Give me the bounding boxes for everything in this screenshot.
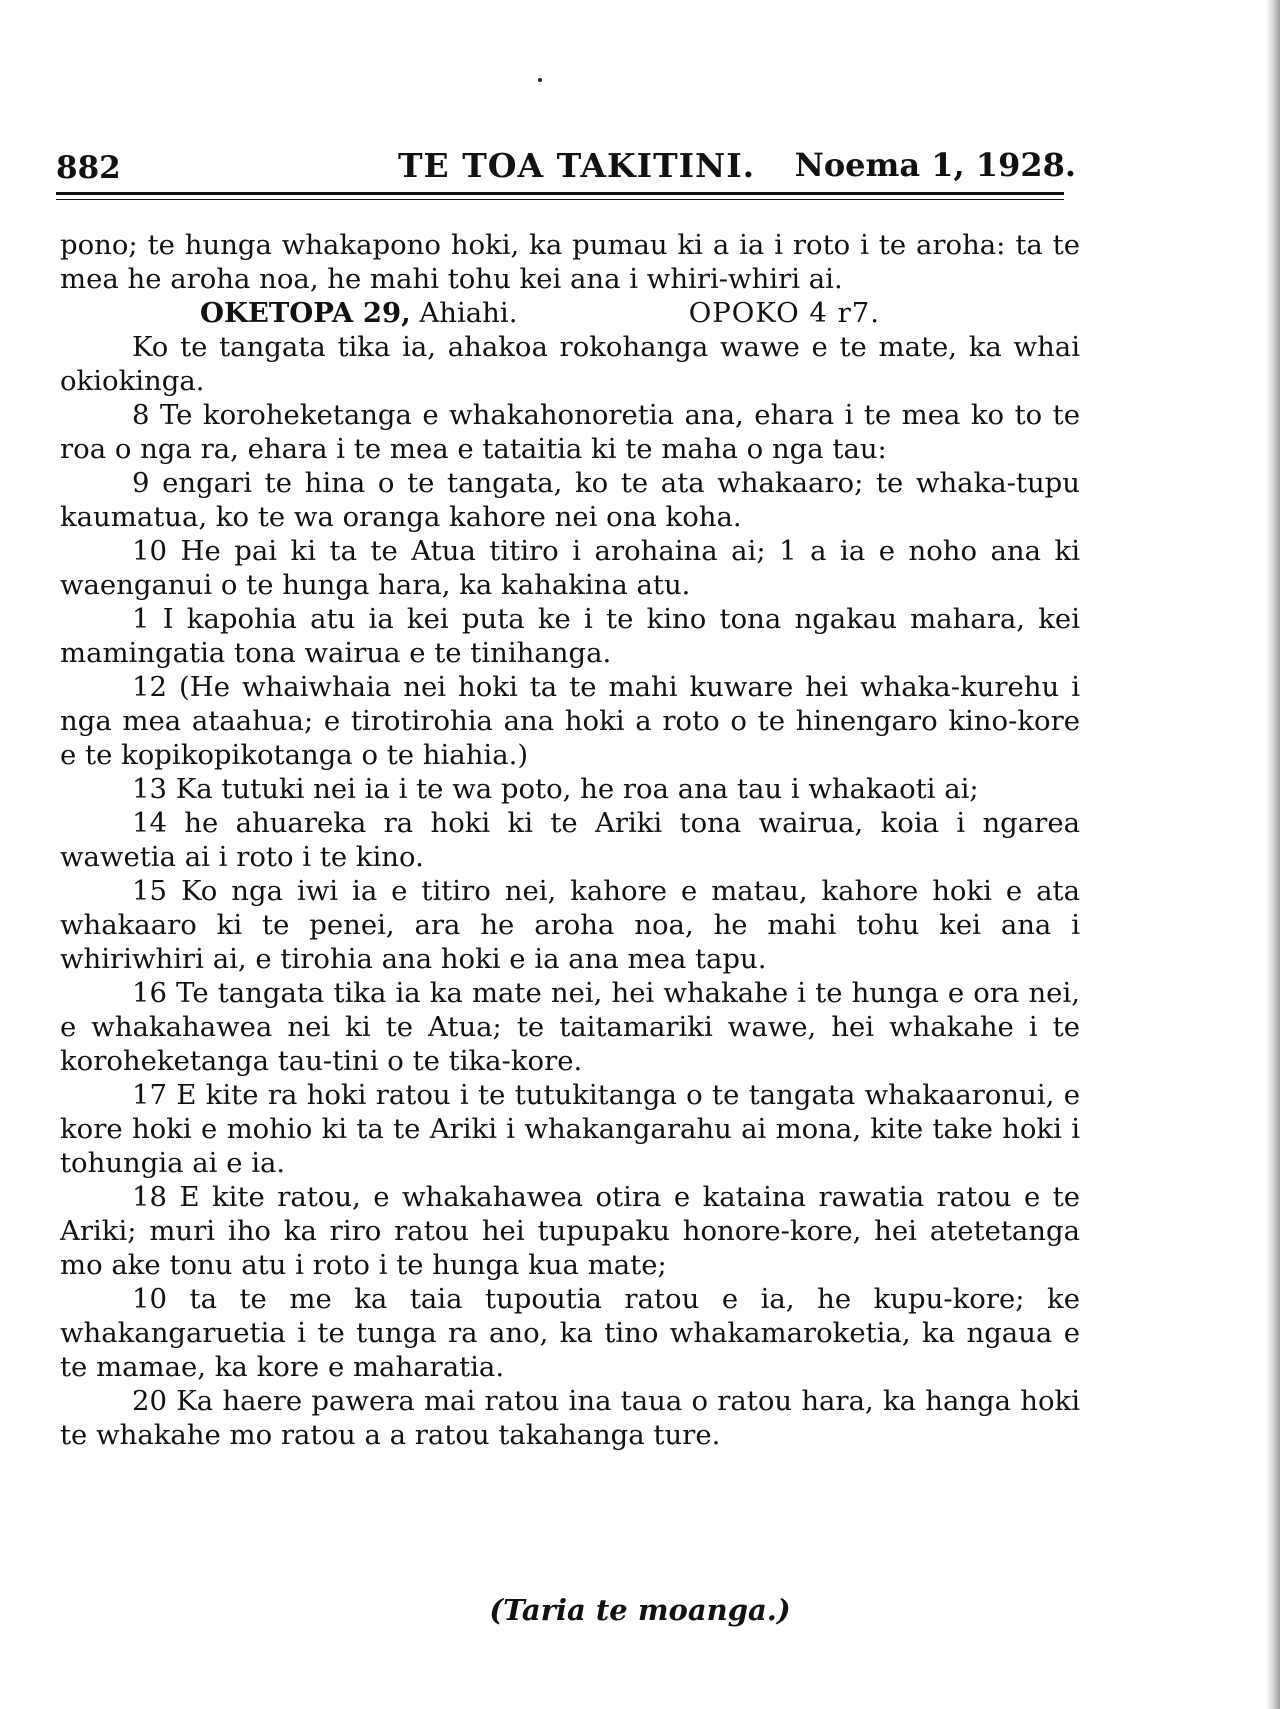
page-number: 882	[56, 150, 121, 186]
body-text	[60, 228, 1080, 1452]
header-rule-thin	[56, 199, 1064, 200]
continuation-note: (Taria te moanga.)	[489, 1593, 791, 1627]
issue-date: Noema 1, 1928.	[794, 146, 1076, 184]
verse: 13 Ka tutuki nei ia i te wa poto, he roa ana tau i whakaoti ai;	[132, 773, 979, 805]
verse: 15 Ko nga iwi ia e titiro nei, kahore e matau, kahore hoki e ata whakaaro ki te penei, ara he aroha noa, he mahi tohu kei ana i whiriwhiri ai, e tirohia ana hoki e ia ana mea tapu.	[60, 875, 1080, 975]
verse: 14 he ahuareka ra hoki ki te Ariki tona wairua, koia i ngarea wawetia ai i roto i te kino.	[60, 807, 1080, 873]
verse: 1 I kapohia atu ia kei puta ke i te kino tona ngakau mahara, kei mamingatia tona wairua e te tinihanga.	[60, 603, 1080, 669]
heading-time-of-day: Ahiahi.	[419, 297, 518, 329]
page-header	[56, 142, 1076, 186]
scan-edge-shadow	[1266, 0, 1280, 1709]
verse: 18 E kite ratou, e whakahawea otira e kataina rawatia ratou e te Ariki; muri iho ka riro ratou hei tupupaku honore-kore, hei atetetanga mo ake tonu atu i roto i te hunga kua mate;	[60, 1181, 1080, 1281]
opening-paragraph: pono; te hunga whakapono hoki, ka pumau ki a ia i roto i te aroha: ta te mea he aroha noa, he mahi tohu kei ana i whiri-whiri ai.	[60, 229, 1080, 295]
verse: 16 Te tangata tika ia ka mate nei, hei whakahe i te hunga e ora nei, e whakahawea nei ki te Atua; te taitamariki wawe, hei whakahe i te koroheketanga tau-tini o te tika-kore.	[60, 977, 1080, 1077]
verse: 17 E kite ra hoki ratou i te tutukitanga o te tangata whakaaronui, e kore hoki e mohio ki ta te Ariki i whakangarahu ai mona, kite take hoki i tohungia ai e ia.	[60, 1079, 1080, 1179]
verse: 20 Ka haere pawera mai ratou ina taua o ratou hara, ka hanga hoki te whakahe mo ratou a a ratou takahanga ture.	[60, 1385, 1080, 1451]
verse: Ko te tangata tika ia, ahakoa rokohanga wawe e te mate, ka whai okiokinga.	[60, 331, 1080, 397]
verse: 12 (He whaiwhaia nei hoki ta te mahi kuware hei whaka-kurehu i nga mea ataahua; e tirotirohia ana hoki a roto o te hinengaro kino-kore e te kopikopikotanga o te hiahia.)	[60, 671, 1080, 771]
section-heading	[60, 296, 1080, 330]
verse: 8 Te koroheketanga e whakahonoretia ana, ehara i te mea ko to te roa o nga ra, ehara i te mea e tataitia ki te maha o nga tau:	[60, 399, 1080, 465]
heading-chapter-reference: OPOKO 4 r7.	[688, 297, 880, 329]
scan-speck	[538, 78, 542, 82]
verse: 10 He pai ki ta te Atua titiro i arohaina ai; 1 a ia e noho ana ki waenganui o te hunga hara, ka kahakina atu.	[60, 535, 1080, 601]
verse: 10 ta te me ka taia tupoutia ratou e ia, he kupu-kore; ke whakangaruetia i te tunga ra ano, ka tino whakamaroketia, ka ngaua e te mamae, ka kore e maharatia.	[60, 1283, 1080, 1383]
verse: 9 engari te hina o te tangata, ko te ata whakaaro; te whaka-tupu kaumatua, ko te wa oranga kahore nei ona koha.	[60, 467, 1080, 533]
heading-date: OKETOPA 29,	[200, 297, 411, 329]
journal-title: TE TOA TAKITINI.	[398, 146, 756, 185]
header-rule-thick	[56, 192, 1064, 195]
